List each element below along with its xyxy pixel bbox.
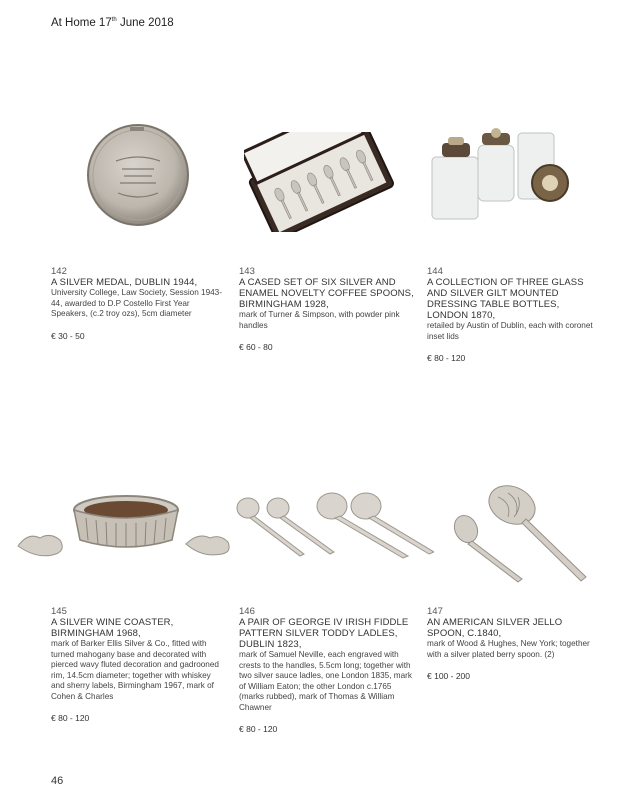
lot-144 [427,266,602,363]
lot-description: mark of Samuel Neville, each engraved with crests to the handles, 5.5cm long; together with two silver sauce ladles, one London 1835, mark of William Eaton; the other London c.1765 (marks rubbed), mark of Thomas & William Chawner [239,650,412,712]
lot-number: 146 [239,606,255,617]
lot-143 [239,266,414,352]
lot-estimate: € 100 - 200 [427,671,471,681]
lot-description: mark of Barker Ellis Silver & Co., fitted with turned mahogany base and decorated with pierced wavy fluted decoration and gadrooned rim, 14.5cm diameter; together with whiskey and sherry labels, Birmingham 1967, mark of Cohen & Charles [51,639,219,701]
header-title-sup: th [111,17,117,24]
lot-number: 145 [51,606,67,617]
lot-title: AN AMERICAN SILVER JELLO SPOON, C.1840, [427,617,563,639]
lot-147 [427,606,602,681]
lot-estimate: € 80 - 120 [51,713,90,723]
lot-142-image [86,123,190,227]
header-title-suffix: June 2018 [116,17,174,29]
lot-144-image [428,127,573,227]
lot-title: A SILVER WINE COASTER, BIRMINGHAM 1968, [51,617,174,639]
lot-estimate: € 80 - 120 [427,353,466,363]
lot-description: University College, Law Society, Session 1943-44, awarded to D.P Costello First Year Speakers, (c.2 troy ozs), 5cm diameter [51,288,222,318]
lot-title: A COLLECTION OF THREE GLASS AND SILVER GILT MOUNTED DRESSING TABLE BOTTLES, LONDON 1870, [427,277,584,321]
lot-number: 143 [239,266,255,277]
lot-number: 142 [51,266,67,277]
lot-description: mark of Turner & Simpson, with powder pink handles [239,310,400,330]
lot-estimate: € 30 - 50 [51,330,85,341]
lot-title: A CASED SET OF SIX SILVER AND ENAMEL NOVELTY COFFEE SPOONS, BIRMINGHAM 1928, [239,277,414,310]
lot-number: 147 [427,606,443,617]
lot-title: A SILVER MEDAL, DUBLIN 1944, [51,277,198,288]
lot-estimate: € 80 - 120 [239,724,278,734]
page-number: 46 [51,775,64,787]
lot-143-image [244,132,398,232]
lot-description: mark of Wood & Hughes, New York; together with a silver plated berry spoon. (2) [427,639,590,659]
lot-estimate: € 60 - 80 [239,342,273,352]
lot-title: A PAIR OF GEORGE IV IRISH FIDDLE PATTERN SILVER TODDY LADLES, DUBLIN 1823, [239,617,409,650]
lot-147-image [452,485,592,583]
lot-142 [51,266,226,341]
lot-description: retailed by Austin of Dublin, each with coronet inset lids [427,321,593,341]
header-title-prefix: At Home 17 [51,17,112,29]
lot-number: 144 [427,266,443,277]
page-header [51,17,174,29]
lot-146-image [234,490,434,560]
lot-146 [239,606,414,734]
lot-145-image [16,488,231,563]
lot-145 [51,606,226,723]
